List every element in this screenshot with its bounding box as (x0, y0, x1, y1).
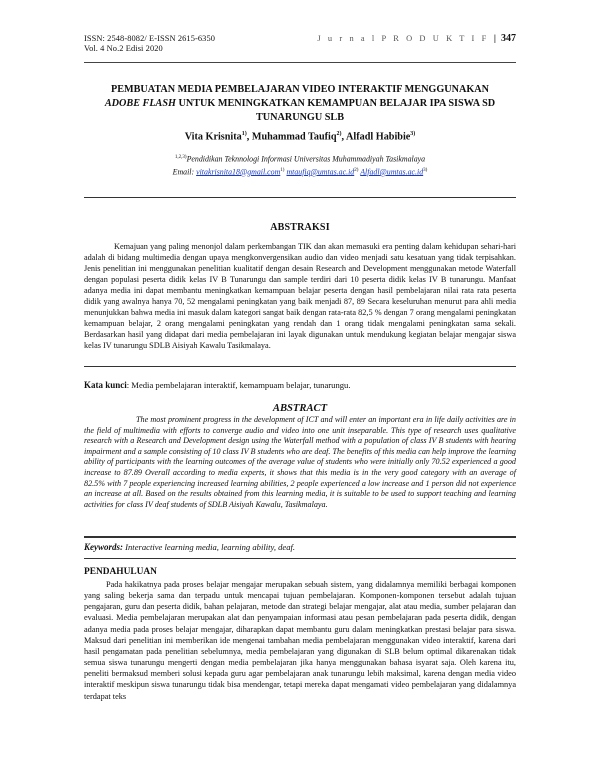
header-rule (84, 62, 516, 63)
volume: Vol. 4 No.2 Edisi 2020 (84, 44, 163, 53)
keywords (84, 542, 295, 552)
email-link-3[interactable]: Alfadl@umtas.ac.id (360, 167, 424, 177)
email-2-sup: 2) (354, 167, 359, 173)
kata-kunci-text: : Media pembelajaran interaktif, kemampuam belajar, tunarungu. (126, 380, 351, 390)
title-line-2-rest: UNTUK MENINGKATKAN KEMAMPUAN BELAJAR IPA SISWA SD (175, 97, 496, 109)
title-line-2 (84, 97, 516, 111)
abstrak-text: Kemajuan yang paling menonjol dalam perkembangan TIK dan akan memasuki era penting dalam kehidupan sehari-hari adalah di bidang multimedia dengan upaya mengkonvergensikan audio dan video menjadi satu kesatuan yang tidak terpisahkan. Jenis penelitian ini menggunakan penelitian kualitatif dengan desain Research and Development menggunakan metode Waterfall dengan populasi peserta didik kelas IV B Tunarungu dan sample terdiri dari 10 peserta didik kelas IV B tunarungu. Manfaat adanya media ini dapat membantu meningkatkan kemampuan belajar peserta dengan hasil pembelajaran nilai rata rata peserta didik yang awalnya hanya 70, 52 mengalami peningkatan yang baik menjadi 87, 89 Secara keseluruhan menurut para ahli media menunjukkan bahwa media ini masuk dalam kategori sangat baik dengan rata-rata 82,5 % dengan 7 orang mengalami peningkatan kemampuan belajar, 2 orang mengalami peningkatan yang rendah dan 1 orang tidak mengalami peningkatan sama sekali. Berdasarkan hasil yang didapat dari media pembelajaran ini layak digunakan untuk mendukung kegiatan belajar mengajar siswa kelas IV tunarungu SDLB Aisiyah Kawalu Tasikmalaya. (84, 242, 516, 350)
title-line-1: PEMBUATAN MEDIA PEMBELAJARAN VIDEO INTERAKTIF MENGGUNAKAN (111, 84, 489, 95)
abstract-heading: ABSTRACT (272, 403, 328, 414)
authors (84, 131, 516, 142)
affil-text: Pendidikan Teknnologi Informasi Universitas Muhammadiyah Tasikmalaya (186, 154, 426, 164)
keywords-text: Interactive learning media, learning ability, deaf. (123, 542, 296, 552)
header-right (317, 33, 516, 44)
author-3-sup: 3) (410, 131, 416, 137)
abstract-text: The most prominent progress in the development of ICT and will enter an important era in life daily activities are in the field of multimedia with efforts to converge audio and video into one unit inseparable. This type of research uses qualitative research with a Research and Development design using the Waterfall method with a population of class IV B students with hearing impairment and a sample consisting of 10 class IV B students who are deaf. The benefits of this media can help improve the learning ability of participants with the learning outcomes of the average value of students who were initially only 70.52 experienced a good increase to 87.89 Overall according to media experts, it shows that this media is in the very good category with an average of 82.5% with 7 people experiencing increased learning abilities, 2 people experienced a low increase and 1 person did not experience an increase at all. Based on the results obtained from this learning media, it is suitable to be used to support teaching and learning activities for class IV deaf students of SDLB Aisiyah Kawalu, Tasikmalaya. (84, 415, 516, 509)
issn: ISSN: 2548-8082/ E-ISSN 2615-6350 (84, 34, 216, 43)
paper-title (84, 83, 516, 124)
author-1-sup: 1) (241, 131, 247, 137)
email-link-1[interactable]: vitakrisnita18@gmail.com (196, 167, 281, 177)
journal-name: J u r n a l P R O D U K T I F (317, 34, 489, 43)
author-2: , Muhammad Taufiq (246, 131, 337, 143)
abstrak-heading: ABSTRAKSI (270, 222, 330, 233)
section-heading: PENDAHULUAN (84, 567, 157, 577)
abstract-rule (84, 536, 516, 538)
email-3-sup: 3) (423, 167, 428, 173)
author-3: , Alfadl Habibie (341, 131, 411, 143)
title-italic: ADOBE FLASH (104, 97, 176, 109)
author-2-sup: 2) (336, 131, 342, 137)
header-separator: | (493, 33, 496, 44)
page-number: 347 (501, 33, 516, 44)
email-label: Email: (172, 167, 197, 177)
affiliation (84, 152, 516, 177)
email-1-sup: 1) (280, 167, 285, 173)
kata-kunci (84, 380, 351, 390)
kata-kunci-label: Kata kunci (84, 380, 127, 390)
body-paragraph: Pada hakikatnya pada proses belajar mengajar merupakan sebuah sistem, yang didalamnya memiliki berbagai komponen yang saling bekerja sama dan terpadu untuk mencapai tujuan pembelajaran. Komponen-komponen tersebut adalah tujuan pengajaran, guru dan peserta didik, bahan pelajaran, metode dan strategi belajar mengajar, alat atau media, sumber pelajaran dan evaluasi. Media pembelajaran merupakan alat dan penyampaian informasi atau pesan pembelajaran pada peserta didik, dengan adanya media pada proses belajar mengajar, diharapkan dapat membantu guru dalam meningkatkan prestasi belajar para siswa. Maksud dari penelitian ini memberikan ide mengenai tambahan media pembelajaran menggunakan video interaktif, karena dari hasil pengamatan pada penelitian sebelumnya, media pembelajaran yang digunakan di SLB belum optimal dikarenakan tidak semua siswa tunarungu mengerti dengan media pembelajaran jika hanya menggunakan bahasa isyarat saja. Oleh karena itu, peneliti bermaksud memberi solusi kepada guru agar pembelajaran anak tunarungu lebih maksimal, karena dengan media video interaktif meskipun siswa tunarungu tidak bisa mendengar, tetapi mereka dapat mengamati video pembelajaran yang didalamnya terdapat teks (84, 580, 516, 701)
affil-sup: 1,2,3) (174, 155, 187, 160)
email-link-2[interactable]: mtaufiq@umtas.ac.id (286, 167, 355, 177)
keywords-label: Keywords: (84, 542, 123, 552)
author-1: Vita Krisnita (184, 131, 242, 143)
header-left (84, 34, 215, 54)
keywords-rule (84, 558, 516, 559)
title-line-3: TUNARUNGU SLB (255, 111, 345, 123)
